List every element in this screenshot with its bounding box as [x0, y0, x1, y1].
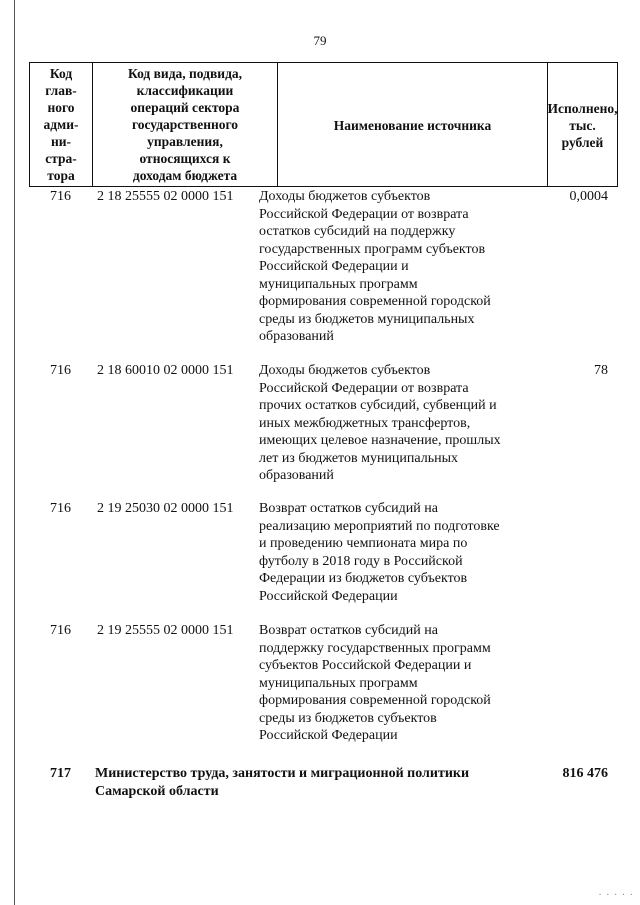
kind-code: 2 18 60010 02 0000 151: [97, 363, 234, 378]
source-name: Доходы бюджетов субъектов Российской Федерации от возврата прочих остатков субсидий, субвенций и иных межбюджетных трансфертов, имеющих целевое назначение, прошлых лет из бюджетов муниципальных образований: [259, 363, 501, 483]
kind-code: 2 19 25030 02 0000 151: [97, 501, 234, 516]
binding-line: [14, 0, 15, 905]
amount: 0,0004: [569, 189, 608, 204]
admin-code: 716: [50, 363, 71, 378]
kind-code: 2 18 25555 02 0000 151: [97, 189, 234, 204]
admin-code: 716: [50, 189, 71, 204]
kind-code: 2 19 25555 02 0000 151: [97, 623, 234, 638]
header-divider: [29, 186, 618, 187]
header-admin-code: Код глав- ного адми- ни- стра- тора: [30, 63, 93, 187]
scan-artifact: · · · · ·: [598, 890, 634, 901]
amount: 78: [594, 363, 608, 378]
header-executed-amount: Исполнено, тыс. рублей: [547, 100, 618, 150]
ministry-amount: 816 476: [562, 766, 608, 781]
ministry-name: Министерство труда, занятости и миграционной политики Самарской области: [95, 766, 470, 799]
admin-code: 716: [50, 623, 71, 638]
header-source-name: Наименование источника: [278, 63, 548, 187]
admin-code: 716: [50, 501, 71, 516]
source-name: Возврат остатков субсидий на реализацию мероприятий по подготовке и проведению чемпионата мира по футболу в 2018 году в Российской Федерации из бюджетов субъектов Российской Федерации: [259, 501, 500, 604]
header-kind-code: Код вида, подвида, классификации операций сектора государственного управления, относящихся к доходам бюджета: [93, 63, 278, 187]
page-number: 79: [313, 33, 327, 48]
admin-code: 717: [50, 766, 71, 781]
source-name: Возврат остатков субсидий на поддержку государственных программ субъектов Российской Федерации и муниципальных программ формирования современной городской среды из бюджетов субъектов Российской Федерации: [259, 623, 491, 743]
table-header: [29, 62, 618, 186]
source-name: Доходы бюджетов субъектов Российской Федерации от возврата остатков субсидий на поддержку государственных программ субъектов Российской Федерации и муниципальных программ формирования современной городской среды из бюджетов муниципальных образований: [259, 189, 491, 344]
